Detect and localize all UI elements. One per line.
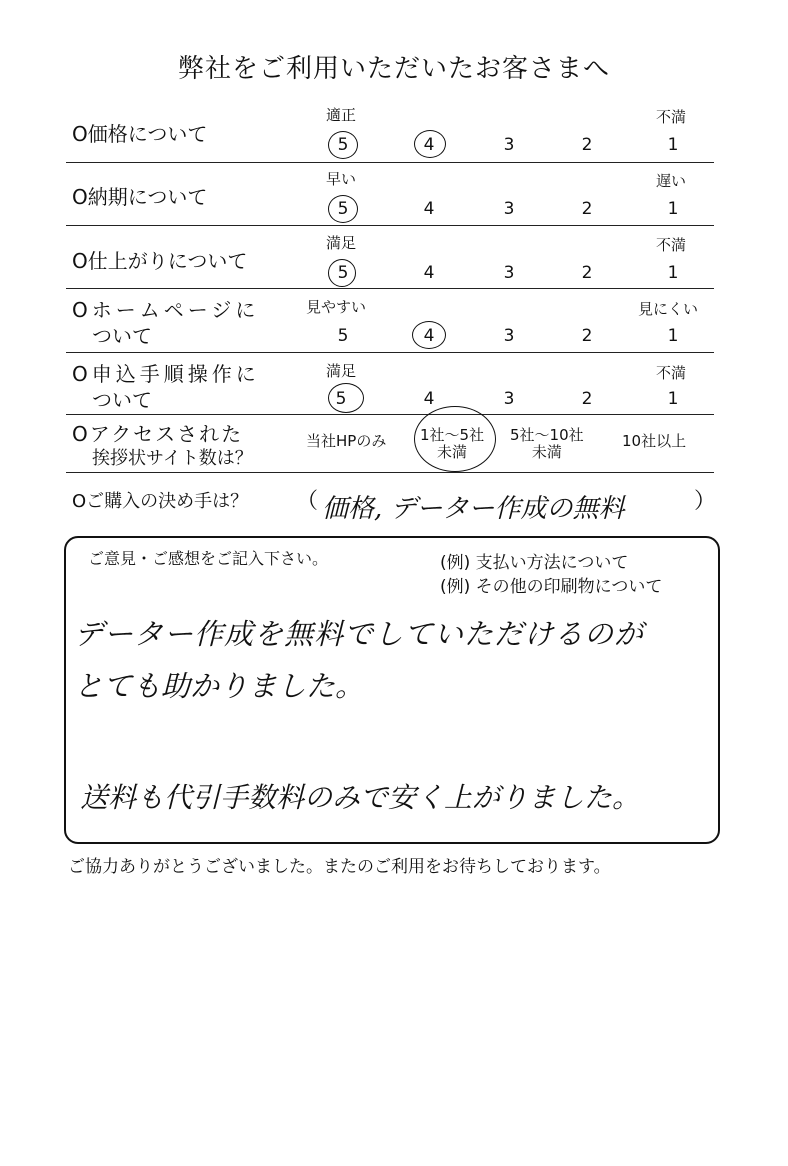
delivery-option-1[interactable]: 1 — [667, 199, 679, 219]
delivery-right-label: 遅い — [656, 172, 687, 190]
finish-option-4[interactable]: 4 — [423, 263, 435, 283]
access-option-line1: 当社HPのみ — [306, 432, 387, 450]
homepage-option-4[interactable]: 4 — [423, 326, 435, 346]
comment-handwritten-line-1: データー作成を無料でしていただけるのが — [74, 617, 645, 651]
homepage-question-line1: Oホームページに — [72, 298, 260, 322]
access-option-line1: 5社〜10社 — [510, 426, 584, 444]
procedure-question-line1: O申込手順操作に — [72, 362, 260, 386]
price-option-3[interactable]: 3 — [503, 135, 515, 155]
comments-prompt: ご意見・ご感想をご記入下さい。 — [88, 549, 329, 568]
procedure-option-5[interactable]: 5 — [335, 389, 347, 409]
procedure-left-label: 満足 — [326, 362, 357, 380]
purchase-close-paren: ） — [694, 489, 717, 514]
price-circle-mark-5 — [328, 131, 358, 159]
finish-option-3[interactable]: 3 — [503, 263, 515, 283]
comment-handwritten-line-2: とても助かりました。 — [74, 669, 365, 703]
page-title: 弊社をご利用いただいたお客さまへ — [177, 54, 610, 84]
procedure-right-label: 不満 — [656, 364, 687, 382]
comments-example-2: (例) その他の印刷物について — [440, 577, 663, 597]
homepage-option-3[interactable]: 3 — [503, 326, 515, 346]
delivery-question: O納期について — [72, 185, 208, 209]
price-option-2[interactable]: 2 — [581, 135, 593, 155]
price-right-label: 不満 — [656, 108, 687, 126]
homepage-option-1[interactable]: 1 — [667, 326, 679, 346]
procedure-circle-mark-5 — [328, 383, 364, 413]
procedure-question-line2: ついて — [92, 388, 152, 412]
delivery-circle-mark-5 — [328, 195, 358, 223]
finish-left-label: 満足 — [326, 234, 357, 252]
price-option-4[interactable]: 4 — [423, 135, 435, 155]
delivery-option-2[interactable]: 2 — [581, 199, 593, 219]
finish-circle-mark-5 — [328, 259, 356, 287]
comment-handwritten-line-3: 送料も代引手数料のみで安く上がりました。 — [80, 781, 641, 814]
finish-option-1[interactable]: 1 — [667, 263, 679, 283]
price-option-5[interactable]: 5 — [337, 135, 349, 155]
homepage-option-2[interactable]: 2 — [581, 326, 593, 346]
access-option-5-10[interactable] — [510, 427, 584, 461]
price-question: O価格について — [72, 122, 208, 146]
price-option-1[interactable]: 1 — [667, 135, 679, 155]
divider — [66, 225, 714, 226]
divider — [66, 352, 714, 353]
finish-right-label: 不満 — [656, 236, 687, 254]
procedure-option-4[interactable]: 4 — [423, 389, 435, 409]
divider — [66, 414, 714, 415]
purchase-answer-handwritten[interactable]: 価格, データー作成の無料 — [322, 494, 625, 524]
footer-thanks: ご協力ありがとうございました。またのご利用をお待ちしております。 — [68, 857, 611, 877]
delivery-option-5[interactable]: 5 — [337, 199, 349, 219]
price-left-label: 適正 — [326, 106, 357, 124]
access-question-line2: 挨拶状サイト数は？ — [92, 448, 253, 469]
access-option-line1: 10社以上 — [622, 432, 687, 450]
homepage-left-label: 見やすい — [306, 298, 367, 316]
delivery-left-label: 早い — [326, 170, 357, 188]
divider — [66, 472, 714, 473]
homepage-question-line2: ついて — [92, 324, 152, 348]
access-question-line1: Oアクセスされた — [72, 422, 244, 446]
delivery-option-3[interactable]: 3 — [503, 199, 515, 219]
price-circle-mark-4 — [414, 130, 446, 158]
finish-question: O仕上がりについて — [72, 249, 248, 273]
divider — [66, 288, 714, 289]
purchase-open-paren: （ — [296, 489, 319, 514]
procedure-option-1[interactable]: 1 — [667, 389, 679, 409]
delivery-option-4[interactable]: 4 — [423, 199, 435, 219]
purchase-question: Oご購入の決め手は？ — [72, 491, 249, 512]
access-option-line1: 1社〜5社 — [420, 426, 485, 444]
access-option-line2: 未満 — [531, 443, 562, 461]
finish-option-5[interactable]: 5 — [337, 263, 349, 283]
finish-option-2[interactable]: 2 — [581, 263, 593, 283]
homepage-right-label: 見にくい — [638, 300, 699, 318]
access-option-10-plus[interactable] — [622, 433, 686, 450]
homepage-option-5[interactable]: 5 — [337, 326, 349, 346]
procedure-option-2[interactable]: 2 — [581, 389, 593, 409]
procedure-option-3[interactable]: 3 — [503, 389, 515, 409]
homepage-circle-mark-4 — [412, 321, 446, 349]
access-option-own-site[interactable] — [306, 433, 386, 450]
divider — [66, 162, 714, 163]
access-option-line2: 未満 — [437, 443, 468, 461]
comments-example-1: (例) 支払い方法について — [440, 553, 629, 573]
access-circle-mark — [414, 406, 496, 472]
